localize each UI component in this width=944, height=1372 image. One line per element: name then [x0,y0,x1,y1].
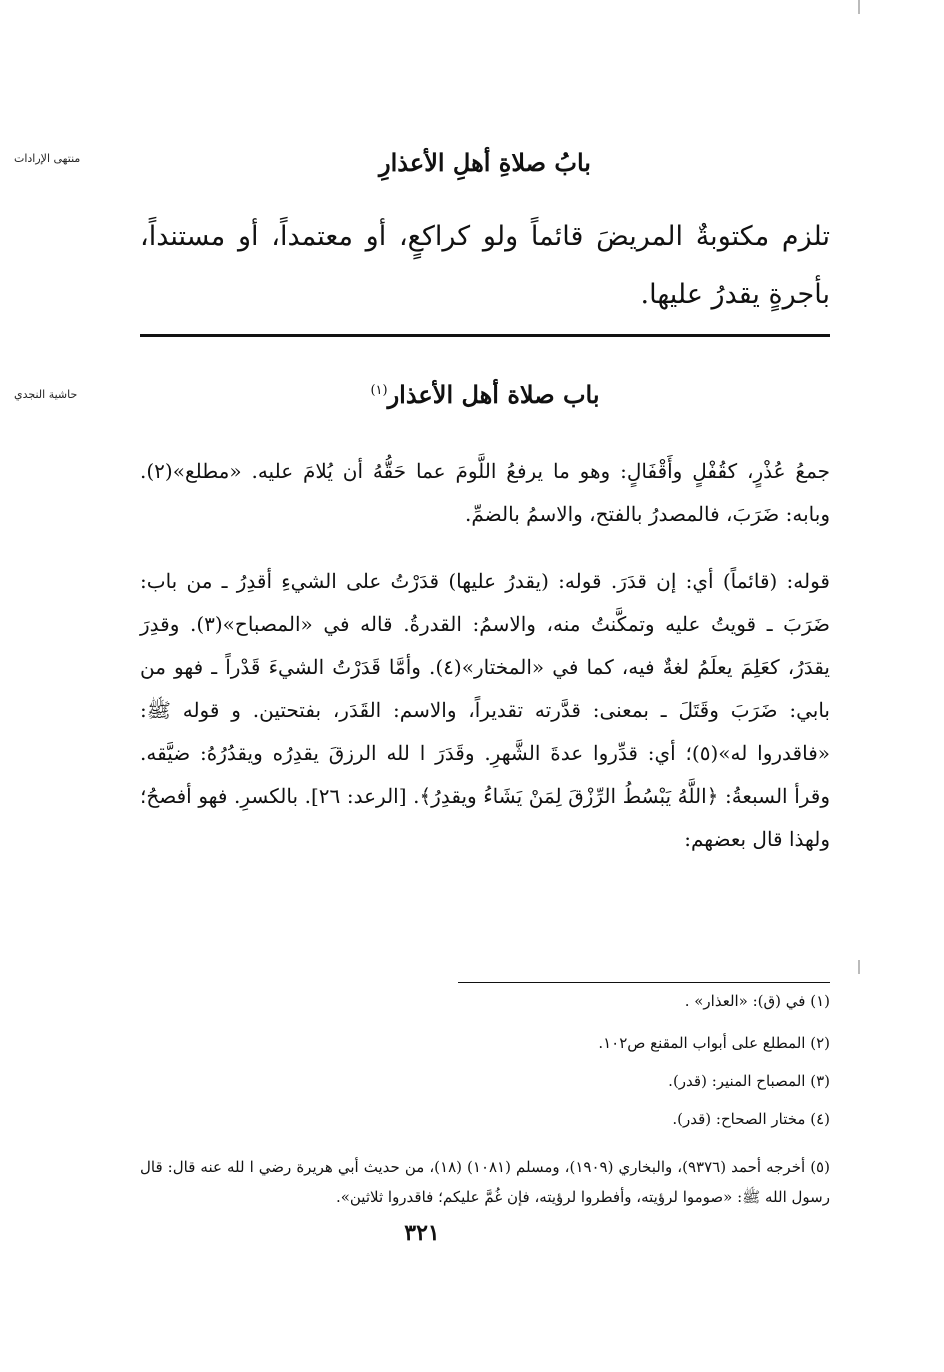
commentary-title [140,380,830,409]
footnote-5: (٥) أخرجه أحمد (٩٣٧٦)، والبخاري (١٩٠٩)، ومسلم (١٠٨١) (١٨)، من حديث أبي هريرة رضي ا لله عنه قال: قال رسول الله ﷺ: «صوموا لرؤيته، وأفطروا لرؤيته، فإن غُمَّ عليكم؛ فاقدروا ثلاثين». [140,1158,830,1206]
footnote-3: (٣) المصباح المنير: (قدر). [668,1072,830,1090]
margin-mark [858,960,860,974]
footnote-separator [458,982,830,983]
side-label-main-text: منتهى الإرادات [14,152,81,165]
commentary-paragraph-2: قوله: (قائماً) أي: إن قدَرَ. قوله: (يقدرُ عليها) قدَرْتُ على الشيءِ أقدِرُ ـ من باب: ضَرَبَ ـ قويتُ عليه وتمكَّنتُ منه، والاسمُ: القدرةُ. قاله في «المصباح»(٣). وقدِرَ يقدَرُ، كعَلِمَ يعلَمُ لغةٌ فيه، كما في «المختار»(٤). وأمَّا قَدَرْتُ الشيءَ قَدْراً ـ فهو من بابي: ضَرَبَ وقَتَلَ ـ بمعنى: قدَّرته تقديراً، والاسم: القَدَر، بفتحتين. و قوله ﷺ: «فاقدروا له»(٥)؛ أي: قدِّروا عدةَ الشَّهرِ. وقَدَرَ ا لله الرزقَ يقدِرُه ويقدُرُهُ: ضيَّقه. وقرأ السبعةُ: ﴿اللَّهُ يَبْسُطُ الرِّزْقَ لِمَنْ يَشَاءُ ويقدِرُ﴾. [الرعد: ٢٦]. بالكسرِ. فهو أفصحُ؛ ولهذا قال بعضهم: [140,569,831,851]
footnote-1: (١) في (ق): «العذار» . [684,992,830,1010]
footnote-2: (٢) المطلع على أبواب المقنع ص١٠٢. [598,1034,830,1052]
margin-mark [858,0,860,14]
main-text-body: تلزم مكتوبةٌ المريضَ قائماً ولو كراكعٍ، أو معتمداً، أو مستنداً، بأجرةٍ يقدرُ عليها. [140,221,830,310]
commentary-title-footnote-ref: (١) [370,383,388,398]
side-label-commentary: حاشية النجدي [14,388,78,401]
commentary-title-text: باب صلاة أهل الأعذار [387,380,600,409]
main-chapter-title: بابُ صلاةِ أهلِ الأعذارِ [379,148,591,177]
page-number: ٣٢١ [404,1220,440,1246]
commentary-paragraph-1: جمعُ عُذْرٍ، كقُفْلٍ وأَقْفَالٍ: وهو ما يرفعُ اللَّومَ عما حَقُّهُ أن يُلامَ عليه. «مطلع»(٢). وبابه: ضَرَبَ، فالمصدرُ بالفتح، والاسمُ بالضمِّ. [140,459,830,526]
footnote-4: (٤) مختار الصحاح: (قدر). [672,1110,830,1128]
section-divider [140,334,830,337]
